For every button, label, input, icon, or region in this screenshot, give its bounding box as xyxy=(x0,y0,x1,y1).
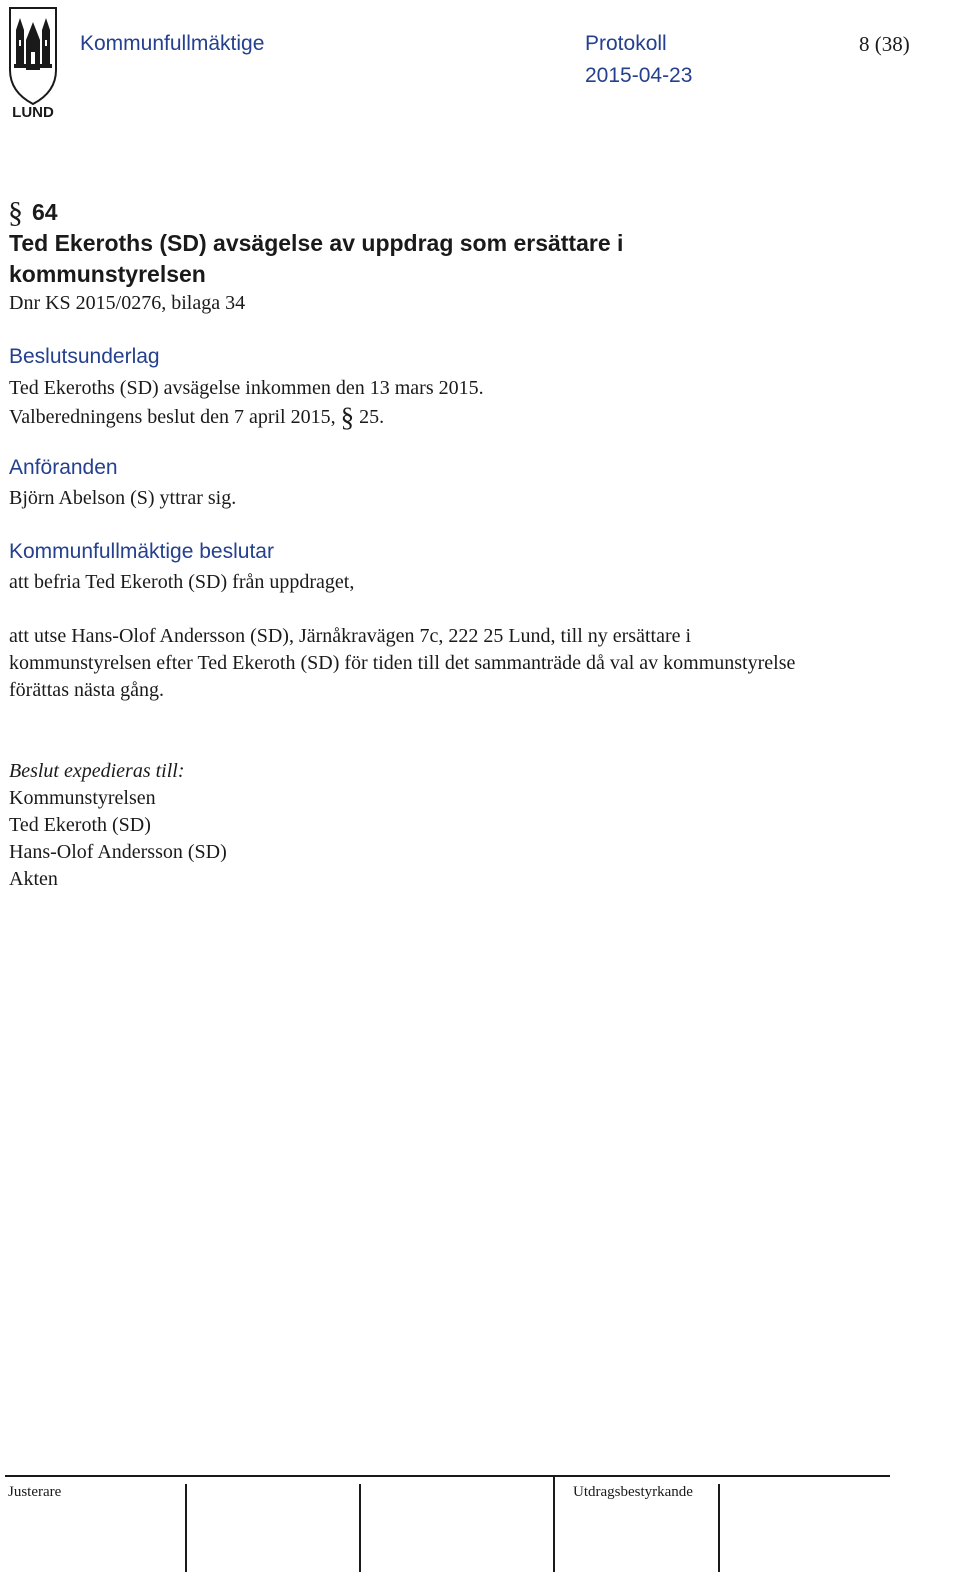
logo-text: LUND xyxy=(12,104,54,121)
beslut-heading: Kommunfullmäktige beslutar xyxy=(9,540,274,563)
footer-signature-divider xyxy=(359,1484,361,1572)
section-number: 64 xyxy=(32,199,58,225)
anforanden-line1: Björn Abelson (S) yttrar sig. xyxy=(9,487,237,509)
organ-name: Kommunfullmäktige xyxy=(80,32,265,55)
footer-signature-divider xyxy=(185,1484,187,1572)
section-title-line1: Ted Ekeroths (SD) avsägelse av uppdrag som ersättare i xyxy=(9,230,624,256)
beslut-para2-line1: att utse Hans-Olof Andersson (SD), Järnåkravägen 7c, 222 25 Lund, till ny ersättare i xyxy=(9,625,692,647)
meeting-date: 2015-04-23 xyxy=(585,64,693,87)
recipient-item: Ted Ekeroth (SD) xyxy=(9,814,151,836)
beslutsunderlag-heading: Beslutsunderlag xyxy=(9,345,160,368)
anforanden-heading: Anföranden xyxy=(9,456,118,479)
paragraph-sign: § xyxy=(8,196,23,229)
section-title-line2: kommunstyrelsen xyxy=(9,261,206,287)
footer-rule xyxy=(5,1475,890,1477)
beslut-para2-line2: kommunstyrelsen efter Ted Ekeroth (SD) för tiden till det sammanträde då val av kommunstyrelse xyxy=(9,652,796,674)
dnr-reference: Dnr KS 2015/0276, bilaga 34 xyxy=(9,292,246,314)
beslutsunderlag-line1: Ted Ekeroths (SD) avsägelse inkommen den 13 mars 2015. xyxy=(9,377,484,399)
beslutsunderlag-line2-prefix: Valberedningens beslut den 7 april 2015, xyxy=(9,406,336,428)
recipient-item: Hans-Olof Andersson (SD) xyxy=(9,841,227,863)
footer-signature-divider xyxy=(718,1484,720,1572)
page-number: 8 (38) xyxy=(859,32,910,56)
justerare-label: Justerare xyxy=(8,1484,62,1500)
beslutsunderlag-line2-sign: § xyxy=(340,402,355,432)
utdragsbestyrkande-label: Utdragsbestyrkande xyxy=(573,1484,693,1500)
beslutsunderlag-line2-suffix: 25. xyxy=(359,406,385,428)
recipient-item: Kommunstyrelsen xyxy=(9,787,156,809)
recipient-item: Akten xyxy=(9,868,58,890)
lund-coat-of-arms-logo xyxy=(4,0,62,122)
document-type: Protokoll xyxy=(585,32,667,55)
footer-signature-divider xyxy=(553,1475,555,1572)
expedieras-heading: Beslut expedieras till: xyxy=(9,760,185,782)
beslut-line1: att befria Ted Ekeroth (SD) från uppdraget, xyxy=(9,571,355,593)
beslut-para2-line3: förättas nästa gång. xyxy=(9,679,164,701)
beslutsunderlag-line2 xyxy=(9,404,384,431)
